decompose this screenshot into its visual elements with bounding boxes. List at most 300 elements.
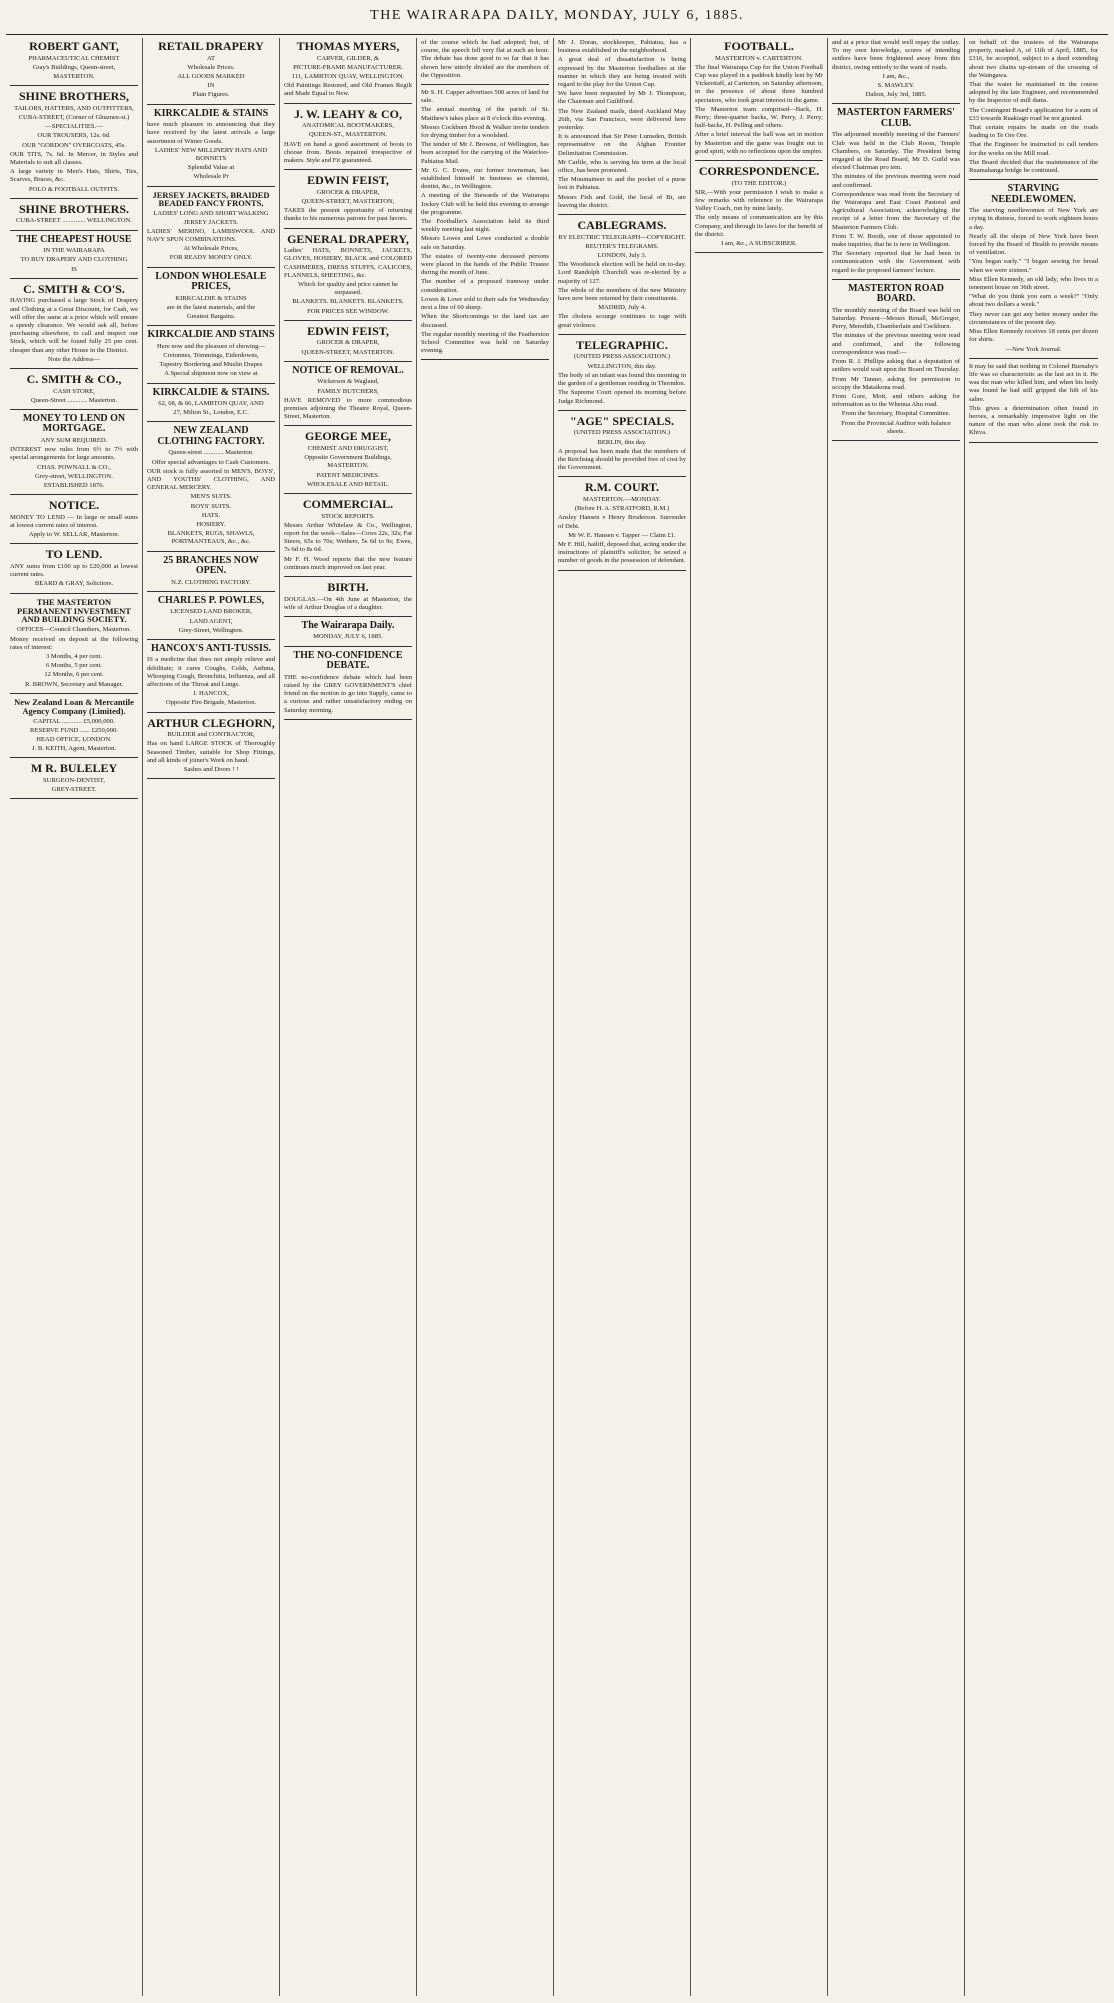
column-2 <box>143 38 280 1996</box>
article-line: WHOLESALE AND RETAIL. <box>306 480 390 488</box>
article-line: STOCK REPORTS. <box>321 512 375 520</box>
article-line: IS a medicine that does not simply relieve and debilitate; it cures Coughs, Colds, Asthma, Whooping Cough, Bronchitis, Influenza, and all affections of the Throat and Lungs. <box>147 656 275 689</box>
article-line: GROCER & DRAPER, <box>316 339 380 347</box>
article-heading: The Wairarapa Daily. <box>301 619 395 631</box>
divider <box>284 425 412 426</box>
article-line: HAVING purchased a large Stock of Drapery and Clothing at a Great Discount, for Cash, we will offer the same at a price which will ensure a speedy clearance. We would ask all, before purchasing elsewhere, to call and inspect our Stock, which will be found fully 25 per cent. cheaper than any other House in the District. <box>10 297 138 354</box>
article-line: The whole of the members of the new Ministry have now been returned by their constituents. <box>558 286 686 303</box>
article-block <box>558 481 686 565</box>
article-heading: C. SMITH & CO'S. <box>23 281 125 296</box>
article-line: GROCER & DRAPER, <box>316 188 380 196</box>
article-line: At Wholesale Prices, <box>183 245 239 253</box>
article-line: and at a price that would well repay the outlay. To my own knowledge, scores of intending settlers have been frightened away from this district, owing entirely to the want of roads. <box>832 39 960 71</box>
divider <box>284 103 412 104</box>
article-line: Mr J. Doran, stockkeeper, Pahiatua, has a business established in the neighborhood. <box>558 39 686 55</box>
divider <box>10 230 138 231</box>
article-heading: ARTHUR CLEGHORN, <box>147 715 275 730</box>
article-line: Mr F. Hill, bailiff, deposed that, acting under the instructions of plaintiff's solicitor, he seized a number of goods in the possession of defendant. <box>558 540 686 565</box>
article-line: The tender of Mr J. Browne, of Wellington, has been accepted for the carrying of the Waterloo-Pahiatua Mail. <box>421 141 549 165</box>
divider <box>147 778 275 779</box>
article-block <box>284 366 412 422</box>
article-line: HATS. <box>201 511 221 519</box>
article-line: The minutes of the previous meeting were read and confirmed, and the following correspondence was read:— <box>832 332 960 356</box>
divider <box>284 169 412 170</box>
article-block <box>421 39 549 80</box>
article-line: Cretonnes, Trimmings, Eiderdowns, <box>163 351 259 359</box>
article-line: Has on hand LARGE STOCK of Thoroughly Seasoned Timber, suitable for Shop Fittings, and all kinds of joiner's Work on hand. <box>147 740 275 764</box>
article-block <box>284 325 412 357</box>
article-block <box>147 596 275 635</box>
article-block <box>147 272 275 322</box>
column-5 <box>554 38 691 1996</box>
article-block <box>147 556 275 587</box>
article-line: TO BUY DRAPERY AND CLOTHING <box>20 256 128 264</box>
article-line: BEARD & GRAY, Solicitors. <box>34 580 114 588</box>
article-heading: BIRTH. <box>327 579 369 594</box>
article-line: IS <box>71 265 77 273</box>
column-1 <box>6 38 143 1996</box>
article-line: Here now and the pleasure of showing— <box>156 342 266 350</box>
article-line: Mr Carlile, who is serving his term at the local office, has been promoted. <box>558 158 686 175</box>
article-line: CAPITAL ............ £5,000,000. <box>33 717 115 725</box>
article-block <box>147 330 275 378</box>
divider <box>147 104 275 105</box>
article-line: Queen-Street ............ Masterton. <box>30 396 118 404</box>
article-line: 12 Months, 6 per cent. <box>44 671 104 679</box>
divider <box>10 543 138 544</box>
article-block <box>10 283 138 364</box>
article-line: FOR PRICES SEE WINDOW. <box>307 307 389 315</box>
article-block <box>695 40 823 156</box>
article-line: Nearly all the shops of New York have been forced by the Board of Health to provide means of ventilation. <box>969 232 1098 257</box>
article-line: 62, 68, & 66, LAMBTON QUAY, AND <box>158 400 264 408</box>
article-line: A proposal has been made that the members of the Reichstag should be provided free of cost by the Government. <box>558 447 686 472</box>
article-line: Dalton, July 3rd, 1885. <box>865 91 927 99</box>
article-line: A Special shipment now on view at <box>164 370 258 378</box>
article-block <box>558 39 686 210</box>
article-block <box>10 373 138 405</box>
article-heading: RETAIL DRAPERY <box>158 39 264 53</box>
column-3 <box>280 38 417 1996</box>
article-block <box>558 415 686 473</box>
article-line: Wickerson & Wagland, <box>317 378 379 386</box>
divider <box>969 179 1098 180</box>
divider <box>284 320 412 321</box>
article-line: "What do you think you earn a week?" "Only about two dollars a week." <box>969 293 1098 309</box>
article-block <box>284 621 412 642</box>
article-line: QUEEN-STREET, MASTERTON. <box>301 348 395 356</box>
article-line: CUBA-STREET .............. WELLINGTON. <box>16 217 132 225</box>
article-line: IN <box>207 82 215 90</box>
divider <box>832 103 960 104</box>
article-line: Which for quality and price cannot be surpassed. <box>298 281 398 297</box>
article-line: PICTURE-FRAME MANUFACTURER. <box>293 63 403 71</box>
article-block <box>10 548 138 588</box>
article-heading: R.M. COURT. <box>584 480 659 495</box>
article-line: Grey-Street, Wellington. <box>178 626 244 634</box>
article-line: Mr W. E. Hansen v. Tapper — Claim £1. <box>568 531 676 539</box>
article-line: POLO & FOOTBALL OUTFITS. <box>28 185 120 193</box>
divider <box>558 476 686 477</box>
article-block <box>832 284 960 436</box>
divider <box>969 442 1098 443</box>
article-heading: GENERAL DRAPERY, <box>287 231 409 246</box>
divider <box>284 719 412 720</box>
article-line: Messrs Cockburn Hood & Walker invite tenders for drying timber for a woolshed. <box>421 123 549 140</box>
article-block <box>284 651 412 715</box>
article-line: KIRKCALDIE & STAINS <box>175 294 247 302</box>
article-line: Money received on deposit at the following rates of interest: <box>10 635 138 651</box>
article-line: (TO THE EDITOR.) <box>731 179 787 187</box>
article-line: J. B. KEITH, Agent, Masterton. <box>31 745 117 753</box>
article-line: The only means of communication are by this Company, and through its laws for the benefit of the district. <box>695 214 823 238</box>
divider <box>10 198 138 199</box>
article-line: BY ELECTRIC TELEGRAPH—COPYRIGHT. <box>558 233 686 241</box>
article-block <box>10 499 138 539</box>
article-heading: C. SMITH & CO., <box>26 371 122 386</box>
article-heading: STARVING NEEDLEWOMEN. <box>991 183 1076 205</box>
article-heading: GEORGE MEE, <box>304 429 391 444</box>
article-line: The minutes of the previous meeting were read and confirmed. <box>832 173 960 189</box>
divider <box>284 616 412 617</box>
divider <box>558 410 686 411</box>
article-heading: THE MASTERTON PERMANENT INVESTMENT AND BUILDING SOCIETY. <box>17 596 131 625</box>
article-line: Miss Ellen Kennedy, an old lady, who lives in a tenement house on 36th street. <box>969 275 1098 292</box>
article-heading: MASTERTON ROAD BOARD. <box>848 282 944 305</box>
article-line: From R. J. Phillips asking that a deputation of settlers would wait upon the Board on Thursday. <box>832 358 961 374</box>
article-line: MASTERTON v. CARTERTON. <box>715 54 803 62</box>
article-line: ALL GOODS MARKED <box>177 73 245 80</box>
article-line: OUR stock is fully assorted in MEN'S, BOYS', AND YOUTHS' CLOTHING, AND GENERAL MERCERY. <box>147 467 275 492</box>
divider <box>284 228 412 229</box>
article-line: ESTABLISHED 1876. <box>43 481 105 489</box>
article-line: It is announced that Sir Peter Lumsden, British representative on the Afghan Frontier Delimitation Commission. <box>558 133 686 157</box>
article-block <box>10 90 138 194</box>
article-line: Grey-street, WELLINGTON. <box>35 472 113 480</box>
article-block <box>969 39 1098 175</box>
article-line: A great deal of dissatisfaction is being expressed by the Masterton footballers at the manner in which they are being treated with regard to the play for the Union Cup. <box>558 56 686 89</box>
article-line: Opposite Fire Brigade, Masterton. <box>165 699 257 707</box>
article-line: Tapestry Bordering and Muslin Drapes <box>159 361 263 369</box>
article-line: The Footballer's Association held its third weekly meeting last night. <box>421 218 549 234</box>
article-line: SURGEON-DENTIST, <box>43 777 105 785</box>
article-line: The annual meeting of the parish of St. Matthew's takes place at 8 o'clock this evening. <box>421 106 549 122</box>
article-line: The cholera scourge continues to rage with great violence. <box>558 313 686 329</box>
article-block <box>147 109 275 182</box>
article-line: Greatest Bargains. <box>186 313 236 320</box>
article-block <box>832 108 960 274</box>
article-block <box>147 717 275 775</box>
article-line: From the Provincial Auditor with balance sheets. <box>841 419 951 435</box>
article-line: CHEMIST AND DRUGGIST, <box>307 444 389 452</box>
article-line: AT <box>206 54 216 62</box>
article-line: PATENT MEDICINES. <box>316 471 380 479</box>
divider <box>147 712 275 713</box>
divider <box>558 214 686 215</box>
article-line: 6 Months, 5 per cent. <box>45 662 103 670</box>
article-block <box>558 219 686 330</box>
article-line: Note the Address— <box>47 355 100 363</box>
column-4 <box>417 38 554 1996</box>
article-line: CARVER, GILDER, & <box>316 54 380 62</box>
masthead-title: THE WAIRARAPA DAILY, MONDAY, JULY 6, 1885. <box>370 8 744 23</box>
article-heading: New Zealand Loan & Mercantile Agency Company (Limited). <box>14 696 134 716</box>
article-line: This gives a determination often found in heroes, a remarkably impressive light on the nature of the man who alone took the risk to Khiva. <box>969 404 1098 437</box>
divider <box>695 252 823 253</box>
article-line: TAILORS, HATTERS, AND OUTFITTERS, <box>14 104 134 112</box>
divider <box>10 368 138 369</box>
article-line: CHAS. POWNALL & CO., <box>37 463 111 471</box>
article-line: PHARMACEUTICAL CHEMIST <box>28 54 120 62</box>
article-line: The regular monthly meeting of the Featherston School Committee was held on Saturday evening. <box>421 330 549 355</box>
article-heading: ROBERT GANT, <box>29 39 119 53</box>
article-line: The monthly meeting of the Board was held on Saturday. Present—Messrs Renall, McGregor, Perry, Meredith, Chamberlain and Cockburn. <box>832 306 960 331</box>
article-line: QUEEN-ST., MASTERTON. <box>308 131 388 139</box>
article-block <box>10 598 138 689</box>
article-heading: EDWIN FEIST, <box>307 173 389 188</box>
divider <box>10 494 138 495</box>
article-heading: FOOTBALL. <box>724 39 794 53</box>
article-line: are in the latest materials, and the <box>166 303 256 311</box>
masthead-rule <box>6 34 1108 35</box>
article-line: The starving needlewomen of New York are crying in distress, forced to work eighteen hours a day. <box>969 207 1098 231</box>
article-line: BLANKETS. BLANKETS. BLANKETS. <box>292 298 404 306</box>
article-line: CASH STORE, <box>53 387 95 395</box>
article-line: MASTERTON. <box>53 73 95 80</box>
article-line: Splendid Value at <box>187 164 235 172</box>
article-line: The body of an infant was found this morning in the garden of a gentleman residing in Thorndon. <box>558 371 687 388</box>
divider <box>10 693 138 694</box>
article-heading: THE NO-CONFIDENCE DEBATE. <box>293 649 403 672</box>
article-line: The Woodstock election will be held on to-day. Lord Randolph Churchill was re-elected by a majority of 127. <box>558 261 686 285</box>
article-line: The Supreme Court opened its morning before Judge Richmond. <box>558 389 686 405</box>
article-heading: 25 BRANCHES NOW OPEN. <box>163 554 259 577</box>
article-line: MADRID, July 4. <box>598 304 646 312</box>
article-heading: KIRKCALDIE & STAINS <box>153 107 269 119</box>
article-line: BERLIN, this day. <box>597 438 647 446</box>
article-line: Plain Figures. <box>192 91 230 99</box>
article-line: Messrs Lowes and Lowe conducted a double sale on Saturday. <box>421 235 549 251</box>
article-block <box>421 89 549 355</box>
article-line: BUILDER and CONTRACTOR, <box>167 731 255 739</box>
article-line: Sashes and Doors ! ! <box>183 766 239 774</box>
article-block <box>284 40 412 99</box>
article-line: of the course which he had adopted; but, of course, the speech fell very flat at such an hour. The debate has done good in so far that it has shown how utterly divided are the members of the Opposition. <box>421 39 549 79</box>
divider <box>558 334 686 335</box>
article-line: I am, &c., A SUBSCRIBER. <box>721 240 797 248</box>
article-line: Wholesale Prices. <box>187 63 235 71</box>
article-line: —New York Journal. <box>1005 345 1062 353</box>
article-line: LICENSED LAND BROKER, <box>170 608 252 616</box>
article-heading: MONEY TO LEND ON MORTGAGE. <box>22 412 126 435</box>
article-line: Correspondence was read from the Secretary of the Wairarapa and East Coast Pastoral and Agricultural Association, acknowledging the receipt of a letter from the Secretary of the Masterton Farmers Club. <box>832 190 960 231</box>
article-line: (UNITED PRESS ASSOCIATION.) <box>573 429 671 437</box>
article-heading: TO LEND. <box>45 547 103 562</box>
article-line: When the Shortcomings to the land tax are discussed. <box>421 313 549 329</box>
divider <box>147 639 275 640</box>
article-block <box>284 174 412 223</box>
article-line: FAMILY BUTCHERS, <box>317 387 379 395</box>
article-line: N.Z. CLOTHING FACTORY. <box>171 578 251 586</box>
article-line: BLANKETS, RUGS, SHAWLS, PORTMANTEAUS, &c., &c. <box>167 530 255 546</box>
divider <box>147 591 275 592</box>
article-line: HOSIERY. <box>196 521 226 529</box>
article-line: 111, LAMBTON QUAY, WELLINGTON. <box>291 73 405 80</box>
article-line: MEN'S SUITS. <box>190 493 232 501</box>
article-block <box>832 39 960 99</box>
article-line: Ansley Hansen v Henry Broderson. Surrender of Debt. <box>558 514 686 530</box>
article-line: The Masterton team comprised—Back, H. Perry; three-quarter backs, W. Perry, J. Perry; half-backs, H. Pelling and others. <box>695 105 823 130</box>
article-line: CUBA-STREET, (Corner of Ghuznee-st.) <box>18 114 130 121</box>
divider <box>147 186 275 187</box>
divider <box>10 593 138 594</box>
article-block <box>10 414 138 490</box>
article-heading: CABLEGRAMS. <box>577 218 667 233</box>
article-block <box>147 191 275 263</box>
article-block <box>284 498 412 572</box>
article-line: TAKES the present opportunity of returning thanks to his numerous patrons for past favors. <box>284 207 412 223</box>
article-block <box>10 698 138 754</box>
article-line: BOYS' SUITS. <box>190 502 232 510</box>
article-line: —SPECIALITIES.— <box>45 123 103 131</box>
article-line: R. BROWN, Secretary and Manager. <box>25 680 123 688</box>
article-heading: NEW ZEALAND CLOTHING FACTORY. <box>157 425 265 447</box>
article-line: Messrs Fish and Gold, the local of Bt, are leaving the district. <box>558 193 686 209</box>
article-line: HEAD OFFICE, LONDON. <box>36 736 112 744</box>
article-line: Queen-street ............ Masterton. <box>168 449 254 457</box>
article-heading: CORRESPONDENCE. <box>698 164 820 179</box>
article-line: LADIES' LONG AND SHORT WALKING JERSEY JACKETS. <box>153 210 269 226</box>
article-line: A large variety in Men's Hats, Shirts, Ties, Scarves, Braces, &c. <box>10 168 138 184</box>
article-line: HAVE on hand a good assortment of boots to choose from. Boots repaired irrespective of makers. Style and Fit guaranteed. <box>284 140 412 165</box>
article-block <box>10 762 138 794</box>
divider <box>421 359 549 360</box>
article-line: I am, &c., <box>882 72 910 80</box>
divider <box>969 358 1098 359</box>
article-block <box>147 644 275 708</box>
column-7 <box>828 38 965 1996</box>
divider <box>147 325 275 326</box>
article-line: The Contingent Board's application for a sum of £33 towards Ruakiago road be not granted. <box>969 106 1098 122</box>
article-heading: KIRKCALDIE & STAINS. <box>152 386 270 398</box>
article-heading: COMMERCIAL. <box>302 496 394 511</box>
article-line: Opposite Government Buildings, MASTERTON. <box>304 454 392 470</box>
article-heading: SHINE BROTHERS, <box>18 89 130 104</box>
article-line: Miss Ellen Kennedy receives 18 cents per dozen for shirts. <box>969 328 1098 344</box>
article-line: Offer special advantages to Cash Customers. <box>151 458 271 466</box>
article-block <box>284 581 412 612</box>
divider <box>147 421 275 422</box>
article-block <box>284 430 412 489</box>
article-block <box>147 388 275 418</box>
article-line: ANY SUM REQUIRED. <box>40 436 108 444</box>
article-heading: "AGE" SPECIALS. <box>569 413 674 428</box>
article-line: ANATOMICAL BOOTMAKERS, <box>302 122 394 130</box>
article-line: LAND AGENT, <box>189 617 233 625</box>
article-line: The Mountaineer to and the pocket of a purse lost in Pahiatua. <box>558 176 686 192</box>
article-heading: LONDON WHOLESALE PRICES, <box>155 270 267 293</box>
article-line: The Secretary reported that he had been in communication with the Government with regard to the proposed farmers' lecture. <box>832 250 960 274</box>
columns <box>6 38 1108 1996</box>
article-line: REUTER'S TELEGRAMS. <box>585 242 659 250</box>
article-line: It may be said that nothing in Colonel Burnaby's life was so characteristic as the last act in it. He was the man who killed him, and when his body was found he had still gripped the hilt of his sabre. <box>969 362 1098 403</box>
divider <box>147 383 275 384</box>
article-line: From T. W. Booth, one of those appointed to make inquiries, that he is now in Wellington. <box>832 232 960 249</box>
article-block <box>147 40 275 100</box>
article-block <box>10 203 138 226</box>
divider <box>558 570 686 571</box>
article-line: After a brief interval the ball was set in motion by Masterton and the game was fought out in good spirit, with no reflections upon the umpire. <box>695 131 823 155</box>
article-line: Mr G. C. Evans, our former townsman, has established himself in business as chemist, dentist, &c., in Wellington. <box>421 166 549 191</box>
article-line: From Gore, Mott, and others asking for information as to the Whenua Ahu road. <box>832 392 960 409</box>
divider <box>10 85 138 86</box>
article-line: DOUGLAS.—On 4th June at Masterton, the wife of Arthur Douglas of a daughter. <box>284 595 412 611</box>
article-line: From the Secretary, Hospital Committee. <box>841 410 951 418</box>
divider <box>284 576 412 577</box>
article-line: The final Wairarapa Cup for the Union Football Cup was played in a paddock kindly lent by Mr Vickerstaff, at Carterton, on Saturday afternoon, in the presence of about three hundred spectators, who took great interest in the game. <box>695 63 823 104</box>
article-block <box>969 363 1098 438</box>
article-line: FOR READY MONEY ONLY. <box>169 254 253 262</box>
article-line: on behalf of the trustees of the Wairarapa property, marked A, of 11th of April, 1885, for £316, be accepted, subject to a deed extending about two chains up-stream of the crossing of the Waingawa. <box>969 39 1098 79</box>
article-line: LADIES' NEW MILLINERY HATS AND BONNETS <box>154 146 268 162</box>
article-line: Ladies' HATS, BONNETS, JACKETS, GLOVES, HOSIERY, BLACK and COLORED CASHMERES, DRESS STUFFS, CALICOES, FLANNELS, SHEETING, &c. <box>284 247 412 279</box>
article-line: OUR TITS, 7s. 6d. In Mercer, in Styles and Materials to suit all classes. <box>10 150 138 167</box>
divider <box>695 160 823 161</box>
divider <box>832 279 960 280</box>
article-line: MONEY TO LEND — In large or small sums at lowest current rates of interest. <box>10 513 138 529</box>
article-line: Gray's Buildings, Queen-street, <box>32 63 116 71</box>
article-line: OUR TROUSERS, 12s. 6d. <box>37 132 111 140</box>
article-line: J. HANCOX, <box>193 690 229 698</box>
article-line: LONDON, July 3. <box>597 252 647 260</box>
column-8 <box>965 38 1102 1996</box>
article-line: THE no-confidence debate which had been raised by the GREY GOVERNMENT'S chief friend on the motion to go into Supply, came to a curious and rather unsatisfactory ending on Saturday morning. <box>284 673 412 714</box>
article-block <box>284 233 412 316</box>
article-line: have much pleasure in announcing that they have received by the latest arrivals a large assortment of Winter Goods. <box>147 121 275 145</box>
divider <box>284 493 412 494</box>
article-heading: M R. BULELEY <box>30 761 118 776</box>
article-line: IN THE WAIRARAPA <box>43 247 105 255</box>
article-block <box>969 184 1098 353</box>
article-heading: NOTICE OF REMOVAL. <box>292 364 404 376</box>
divider <box>147 551 275 552</box>
article-line: Wholesale Pr <box>193 173 229 181</box>
article-heading: JERSEY JACKETS, BRAIDED BEADED FANCY FRONTS, <box>152 189 270 209</box>
article-line: GREY-STREET. <box>51 786 97 794</box>
article-line: 3 Months, 4 per cent. <box>45 652 103 660</box>
article-line: (Before H. A. STRATFORD, R.M.) <box>574 505 670 513</box>
article-heading: NOTICE. <box>48 498 100 513</box>
article-line: OFFICES—Council Chambers, Masterton. <box>17 626 131 634</box>
divider <box>284 361 412 362</box>
article-line: The estates of twenty-one deceased persons were placed in the hands of the Public Trustee during the month of June. <box>421 252 549 277</box>
article-line: That certain repairs be made on the roads leading to Te Ore Ore. <box>969 124 1098 140</box>
article-heading: TELEGRAPHIC. <box>576 337 668 352</box>
divider <box>10 278 138 279</box>
article-line: Old Paintings Restored, and Old Frames Regilt and Made Equal to New. <box>284 82 412 98</box>
article-line: The Board decided that the maintenance of the Ruamahanga bridge be continued. <box>969 158 1098 175</box>
masthead <box>0 8 1114 36</box>
divider <box>10 409 138 410</box>
article-block <box>695 165 823 248</box>
article-line: The adjourned monthly meeting of the Farmers' Club was held in the Club Room, Temple Chambers, on Saturday. The President being engaged at the Road Board, Mr D. Guild was elected Chairman pro tem. <box>832 131 960 172</box>
article-line: WELLINGTON, this day. <box>587 362 657 370</box>
article-heading: SHINE BROTHERS. <box>18 201 130 216</box>
article-heading: J. W. LEAHY & CO, <box>294 106 402 121</box>
article-heading: THE CHEAPEST HOUSE <box>16 233 132 245</box>
divider <box>10 798 138 799</box>
article-block <box>10 40 138 81</box>
